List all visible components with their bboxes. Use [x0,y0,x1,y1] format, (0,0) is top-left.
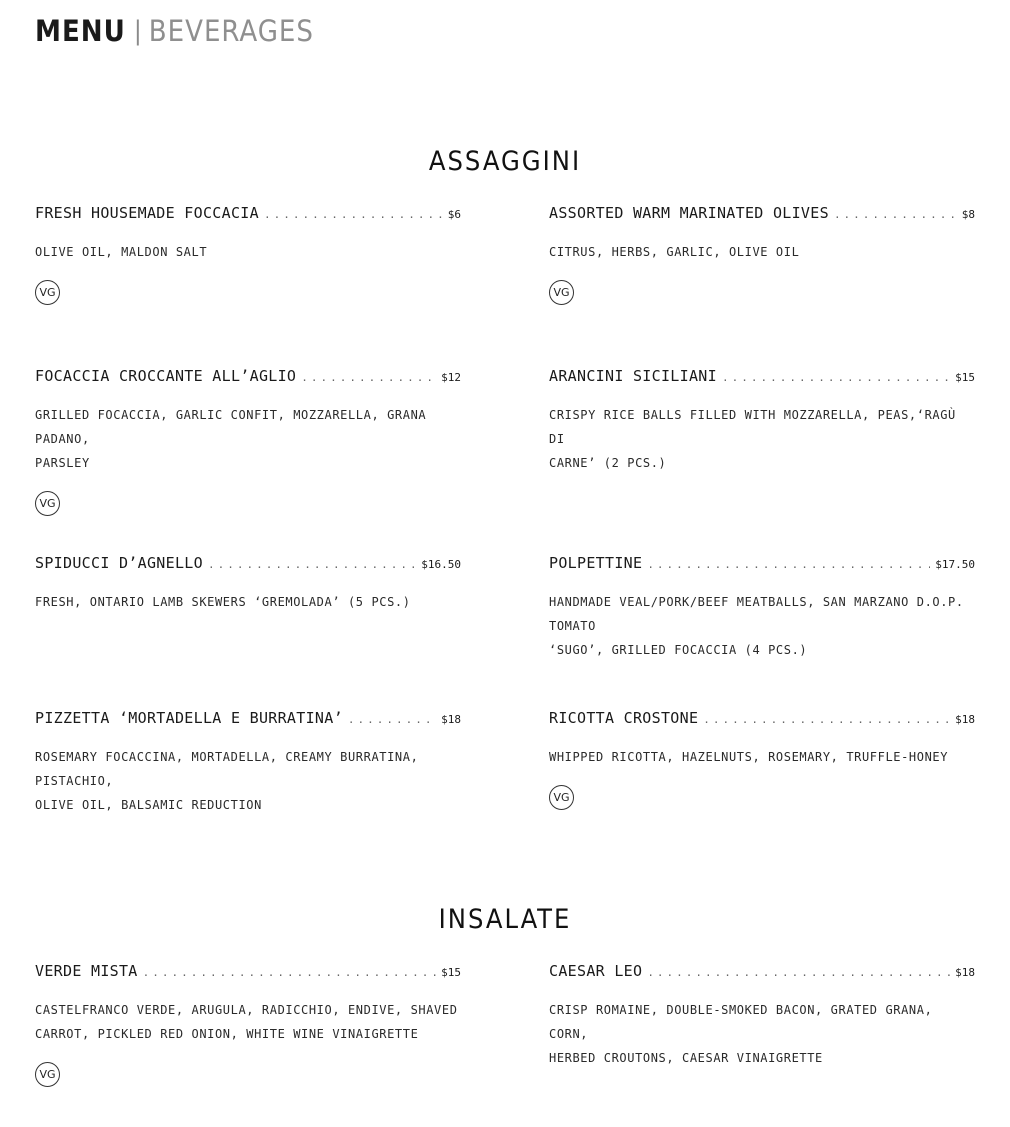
menu-item-header [35,367,461,385]
menu-item-price: $15 [955,371,975,384]
menu-item [35,367,461,516]
menu-item-name: ASSORTED WARM MARINATED OLIVES [549,204,829,222]
dot-leader [647,558,930,571]
section-title-assaggini: ASSAGGINI [428,146,582,177]
dot-leader [722,371,950,384]
nav-beverages-link[interactable]: BEVERAGES [148,14,314,48]
menu-item [549,554,975,662]
dot-leader [264,208,443,221]
menu-item-header [549,962,975,980]
menu-item-price: $18 [955,713,975,726]
menu-item-price: $18 [441,713,461,726]
menu-item-header [35,204,461,222]
dot-leader [348,713,436,726]
menu-item-header [35,709,461,727]
menu-item-description: FRESH, ONTARIO LAMB SKEWERS ‘GREMOLADA’ (5 PCS.) [35,595,411,609]
vegetarian-badge-icon: VG [549,280,574,305]
top-nav [35,14,314,48]
menu-item-price: $6 [447,208,461,221]
nav-separator: | [133,16,143,46]
menu-item-description: HANDMADE VEAL/PORK/BEEF MEATBALLS, SAN MARZANO D.O.P. TOMATO ‘SUGO’, GRILLED FOCACCIA (4 PCS.) [549,595,964,657]
menu-item-name: FOCACCIA CROCCANTE ALL’AGLIO [35,367,297,385]
menu-item-price: $8 [961,208,975,221]
menu-item-description: OLIVE OIL, MALDON SALT [35,245,208,259]
menu-item [35,709,461,817]
menu-item-name: FRESH HOUSEMADE FOCCACIA [35,204,259,222]
menu-item [35,204,461,305]
menu-item-price: $12 [441,371,461,384]
menu-item-price: $16.50 [421,558,461,571]
dot-leader [143,966,436,979]
menu-item-header [549,204,975,222]
menu-item-name: RICOTTA CROSTONE [549,709,699,727]
menu-item [35,962,461,1087]
dot-leader [301,371,436,384]
vegetarian-badge-icon: VG [35,280,60,305]
menu-item-header [549,367,975,385]
menu-item-name: ARANCINI SICILIANI [549,367,717,385]
section-title-insalate: INSALATE [438,904,572,935]
menu-item-name: SPIDUCCI D’AGNELLO [35,554,203,572]
menu-item-name: POLPETTINE [549,554,643,572]
menu-item-price: $17.50 [935,558,975,571]
menu-item-name: VERDE MISTA [35,962,138,980]
menu-item [35,554,461,614]
menu-item-description: CRISP ROMAINE, DOUBLE-SMOKED BACON, GRATED GRANA, CORN, HERBED CROUTONS, CAESAR VINAIGRETTE [549,1003,933,1065]
menu-item-description: CITRUS, HERBS, GARLIC, OLIVE OIL [549,245,800,259]
dot-leader [834,208,957,221]
menu-item-description: GRILLED FOCACCIA, GARLIC CONFIT, MOZZARELLA, GRANA PADANO, PARSLEY [35,408,427,470]
menu-item-description: CRISPY RICE BALLS FILLED WITH MOZZARELLA, PEAS,‘RAGÙ DI CARNE’ (2 PCS.) [549,408,956,470]
menu-item [549,204,975,305]
menu-item-header [35,554,461,572]
menu-item-header [549,709,975,727]
dot-leader [647,966,950,979]
menu-item-header [549,554,975,572]
menu-item-description: ROSEMARY FOCACCINA, MORTADELLA, CREAMY BURRATINA, PISTACHIO, OLIVE OIL, BALSAMIC REDUCTION [35,750,419,812]
menu-item-description: CASTELFRANCO VERDE, ARUGULA, RADICCHIO, ENDIVE, SHAVED CARROT, PICKLED RED ONION, WHITE WINE VINAIGRETTE [35,1003,458,1041]
vegetarian-badge-icon: VG [549,785,574,810]
menu-item [549,962,975,1070]
menu-item-name: CAESAR LEO [549,962,643,980]
menu-item [549,709,975,810]
nav-menu-link[interactable]: MENU [35,14,126,48]
menu-item-price: $18 [955,966,975,979]
vegetarian-badge-icon: VG [35,1062,60,1087]
menu-item-header [35,962,461,980]
dot-leader [208,558,416,571]
menu-item-name: PIZZETTA ‘MORTADELLA E BURRATINA’ [35,709,343,727]
dot-leader [703,713,950,726]
vegetarian-badge-icon: VG [35,491,60,516]
menu-item [549,367,975,475]
menu-item-price: $15 [441,966,461,979]
menu-item-description: WHIPPED RICOTTA, HAZELNUTS, ROSEMARY, TRUFFLE-HONEY [549,750,949,764]
